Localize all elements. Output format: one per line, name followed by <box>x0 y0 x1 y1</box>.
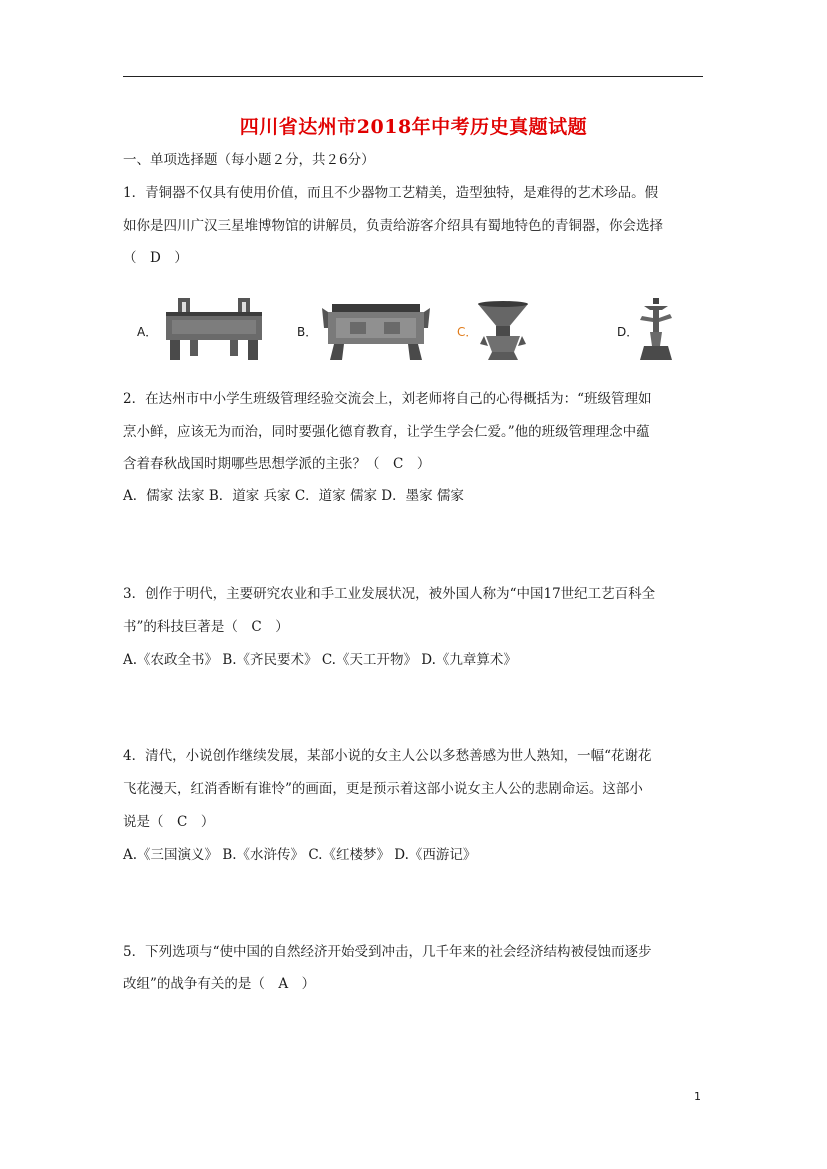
q3-options: A.《农政全书》 B.《齐民要术》 C.《天工开物》 D.《九章算术》 <box>123 652 517 668</box>
page-title: 四川省达州市2018年中考历史真题试题 <box>239 116 588 138</box>
header-rule <box>123 76 703 77</box>
q1-option-c-label: C． <box>457 325 478 339</box>
q5-line-2: 改组”的战争有关的是（ A ） <box>123 976 316 992</box>
q2-line-3: 含着春秋战国时期哪些思想学派的主张？（ C ） <box>123 456 431 472</box>
q2-line-2: 烹小鲜，应该无为而治，同时要强化德育教育，让学生学会仁爱。”他的班级管理理念中蕴 <box>123 424 650 440</box>
q1-option-b-label: B． <box>297 325 318 339</box>
q4-line-3: 说是（ C ） <box>123 814 215 830</box>
bronze-ding-icon <box>160 296 268 362</box>
q4-line-2: 飞花漫天，红消香断有谁怜”的画面，更是预示着这部小说女主人公的悲剧命运。这部小 <box>123 781 643 797</box>
q1-line-2: 如你是四川广汉三星堆博物馆的讲解员，负责给游客介绍具有蜀地特色的青铜器，你会选择 <box>123 218 663 234</box>
q3-line-2: 书”的科技巨著是（ C ） <box>123 619 289 635</box>
bronze-vessel-icon <box>320 298 432 362</box>
q1-line-3: （ D ） <box>123 250 188 266</box>
q1-option-a-label: A． <box>137 325 158 339</box>
bronze-zun-icon <box>476 300 530 362</box>
q4-line-1: 4．清代，小说创作继续发展，某部小说的女主人公以多愁善感为世人熟知，一幅“花谢花 <box>123 748 652 764</box>
q1-line-1: 1．青铜器不仅具有使用价值，而且不少器物工艺精美，造型独特，是难得的艺术珍品。假 <box>123 185 659 201</box>
q4-options: A.《三国演义》 B.《水浒传》 C.《红楼梦》 D.《西游记》 <box>123 847 477 863</box>
bronze-figure-icon <box>636 296 676 364</box>
q3-line-1: 3．创作于明代，主要研究农业和手工业发展状况，被外国人称为“中国17世纪工艺百科全 <box>123 586 656 602</box>
section-heading: 一、单项选择题（每小题２分，共２6分） <box>123 152 375 168</box>
page-number: 1 <box>694 1090 701 1103</box>
q1-option-d-label: D． <box>617 325 639 339</box>
q5-line-1: 5．下列选项与“使中国的自然经济开始受到冲击，几千年来的社会经济结构被侵蚀而逐步 <box>123 944 652 960</box>
q2-options: A．儒家 法家 B．道家 兵家 C．道家 儒家 D．墨家 儒家 <box>123 488 464 504</box>
q2-line-1: 2．在达州市中小学生班级管理经验交流会上，刘老师将自己的心得概括为：“班级管理如 <box>123 391 652 407</box>
